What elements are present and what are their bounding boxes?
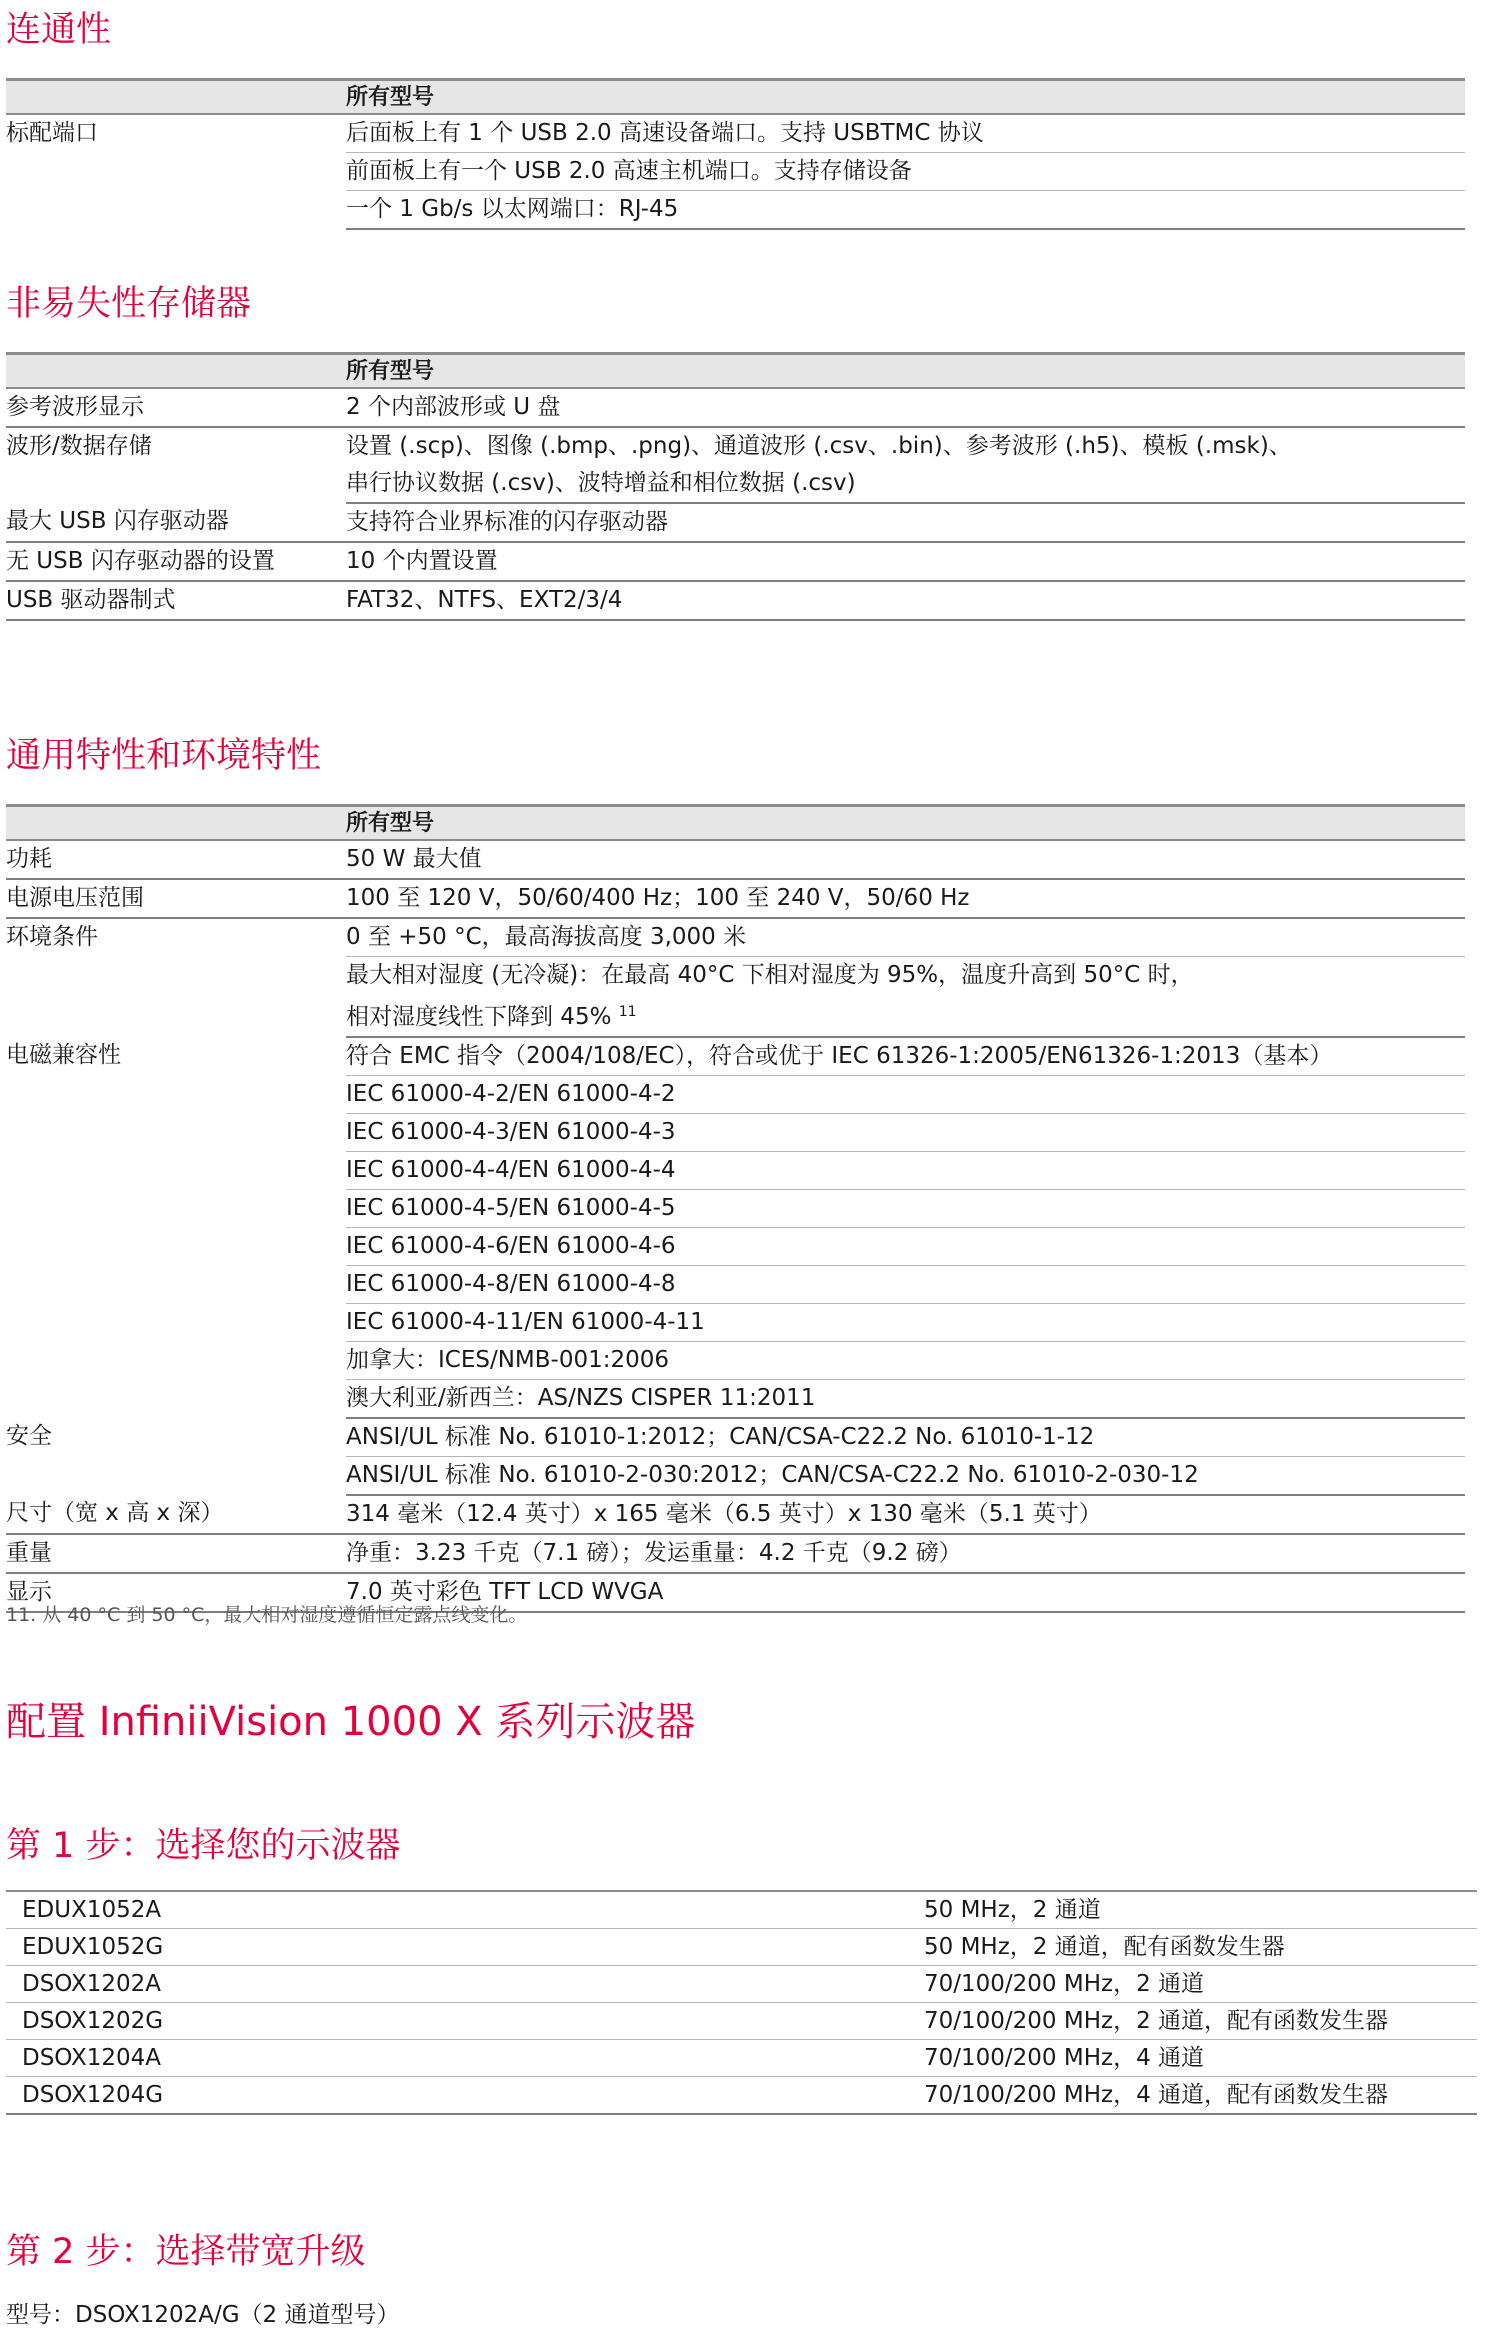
column-header-all-models: 所有型号: [6, 354, 1465, 389]
footnote-11: 11. 从 40 °C 到 50 °C，最大相对湿度遵循恒定露点线变化。: [6, 1604, 528, 1626]
row-value: 0 至 +50 °C，最高海拔高度 3,000 米: [346, 918, 1465, 957]
row-value: 支持符合业界标准的闪存驱动器: [346, 503, 1465, 542]
table-row: [6, 1418, 1465, 1457]
row-label-display: 显示: [6, 1573, 346, 1612]
row-value: 100 至 120 V，50/60/400 Hz；100 至 240 V，50/60 Hz: [346, 879, 1465, 918]
row-value: 10 个内置设置: [346, 542, 1465, 581]
table-row: [6, 2077, 1477, 2115]
row-label-usb-format: USB 驱动器制式: [6, 581, 346, 620]
model-name: DSOX1202A: [6, 1966, 924, 2003]
row-value: 符合 EMC 指令（2004/108/EC），符合或优于 IEC 61326-1:2005/EN61326-1:2013（基本）: [346, 1037, 1465, 1076]
row-value: FAT32、NTFS、EXT2/3/4: [346, 581, 1465, 620]
row-value: 7.0 英寸彩色 TFT LCD WVGA: [346, 1573, 1465, 1612]
row-value: 最大相对湿度 (无冷凝)：在最高 40°C 下相对湿度为 95%，温度升高到 50°C 时，: [346, 962, 1194, 988]
table-header-row: [6, 354, 1465, 389]
row-value: 50 W 最大值: [346, 840, 1465, 879]
section-title-connectivity: 连通性: [6, 10, 112, 50]
table-row: [6, 1037, 1465, 1076]
general-table: [6, 804, 1465, 1613]
table-row: [6, 114, 1465, 153]
row-value: IEC 61000-4-11/EN 61000-4-11: [346, 1304, 1465, 1342]
row-label-dimensions: 尺寸（宽 x 高 x 深）: [6, 1495, 346, 1534]
model-description: 50 MHz，2 通道，配有函数发生器: [924, 1929, 1477, 1966]
table-row: [6, 1891, 1477, 1929]
step1-title: 第 1 步：选择您的示波器: [6, 1826, 401, 1866]
row-value: 314 毫米（12.4 英寸）x 165 毫米（6.5 英寸）x 130 毫米（5.1 英寸）: [346, 1495, 1465, 1534]
row-value: 一个 1 Gb/s 以太网端口：RJ-45: [346, 191, 1465, 230]
model-description: 50 MHz，2 通道: [924, 1891, 1477, 1929]
row-label-emc: 电磁兼容性: [6, 1042, 121, 1068]
table-header-row: [6, 806, 1465, 841]
row-label-max-usb: 最大 USB 闪存驱动器: [6, 503, 346, 542]
env-humidity-text: 相对湿度线性下降到 45%: [346, 1004, 612, 1030]
row-value: 设置 (.scp)、图像 (.bmp、.png)、通道波形 (.csv、.bin)、参考波形 (.h5)、模板 (.msk)、: [346, 433, 1292, 459]
section-title-general: 通用特性和环境特性: [6, 736, 322, 776]
row-value: 2 个内部波形或 U 盘: [346, 388, 1465, 427]
row-label-reference-waveform: 参考波形显示: [6, 388, 346, 427]
model-description: 70/100/200 MHz，4 通道，配有函数发生器: [924, 2077, 1477, 2115]
table-row: [6, 1534, 1465, 1573]
row-value: 串行协议数据 (.csv)、波特增益和相位数据 (.csv): [346, 465, 1465, 503]
row-label-standard-ports: 标配端口: [6, 120, 98, 146]
row-value: IEC 61000-4-8/EN 61000-4-8: [346, 1266, 1465, 1304]
row-value: ANSI/UL 标准 No. 61010-1:2012；CAN/CSA-C22.2 No. 61010-1-12: [346, 1418, 1465, 1457]
table-row: [6, 388, 1465, 427]
model-name: DSOX1202G: [6, 2003, 924, 2040]
model-name: DSOX1204G: [6, 2077, 924, 2115]
step2-title: 第 2 步：选择带宽升级: [6, 2232, 366, 2272]
row-label-weight: 重量: [6, 1534, 346, 1573]
row-value: IEC 61000-4-5/EN 61000-4-5: [346, 1190, 1465, 1228]
table-row: [6, 2003, 1477, 2040]
table-row: [6, 581, 1465, 620]
table-row: [6, 840, 1465, 879]
table-row: [6, 542, 1465, 581]
step2-model-subtitle: 型号：DSOX1202A/G（2 通道型号）: [6, 2302, 400, 2328]
column-header-all-models: 所有型号: [6, 806, 1465, 841]
nonvolatile-table: [6, 352, 1465, 621]
table-row: [6, 918, 1465, 957]
models-table: [6, 1890, 1477, 2115]
row-label-environment: 环境条件: [6, 924, 98, 950]
table-row: [6, 1966, 1477, 2003]
model-name: DSOX1204A: [6, 2040, 924, 2077]
row-label-voltage: 电源电压范围: [6, 879, 346, 918]
row-value: 后面板上有 1 个 USB 2.0 高速设备端口。支持 USBTMC 协议: [346, 114, 1465, 153]
row-value: 澳大利亚/新西兰：AS/NZS CISPER 11:2011: [346, 1380, 1465, 1419]
row-value: IEC 61000-4-3/EN 61000-4-3: [346, 1114, 1465, 1152]
section-title-configure: 配置 InfiniiVision 1000 X 系列示波器: [6, 1699, 696, 1745]
row-value: IEC 61000-4-2/EN 61000-4-2: [346, 1076, 1465, 1114]
model-description: 70/100/200 MHz，4 通道: [924, 2040, 1477, 2077]
row-value: 前面板上有一个 USB 2.0 高速主机端口。支持存储设备: [346, 153, 1465, 191]
table-row: [6, 1929, 1477, 1966]
footnote-ref: 11: [618, 1004, 637, 1020]
table-row: [6, 879, 1465, 918]
table-row: [6, 427, 1465, 465]
row-value: 加拿大：ICES/NMB-001:2006: [346, 1342, 1465, 1380]
row-label-builtin-setups: 无 USB 闪存驱动器的设置: [6, 542, 346, 581]
table-row: [6, 2040, 1477, 2077]
row-value: 净重：3.23 千克（7.1 磅）；发运重量：4.2 千克（9.2 磅）: [346, 1534, 1465, 1573]
column-header-all-models: 所有型号: [6, 80, 1465, 115]
row-label-power: 功耗: [6, 840, 346, 879]
connectivity-table: [6, 78, 1465, 230]
table-row: [6, 1495, 1465, 1534]
model-name: EDUX1052G: [6, 1929, 924, 1966]
row-value: IEC 61000-4-6/EN 61000-4-6: [346, 1228, 1465, 1266]
section-title-nonvolatile: 非易失性存储器: [6, 284, 252, 324]
row-label-waveform-storage: 波形/数据存储: [6, 433, 152, 459]
row-value: [346, 994, 1465, 1037]
row-label-safety: 安全: [6, 1423, 52, 1449]
model-description: 70/100/200 MHz，2 通道，配有函数发生器: [924, 2003, 1477, 2040]
model-name: EDUX1052A: [6, 1891, 924, 1929]
table-header-row: [6, 80, 1465, 115]
row-value: IEC 61000-4-4/EN 61000-4-4: [346, 1152, 1465, 1190]
model-description: 70/100/200 MHz，2 通道: [924, 1966, 1477, 2003]
table-row: [6, 503, 1465, 542]
row-value: ANSI/UL 标准 No. 61010-2-030:2012；CAN/CSA-C22.2 No. 61010-2-030-12: [346, 1457, 1465, 1496]
